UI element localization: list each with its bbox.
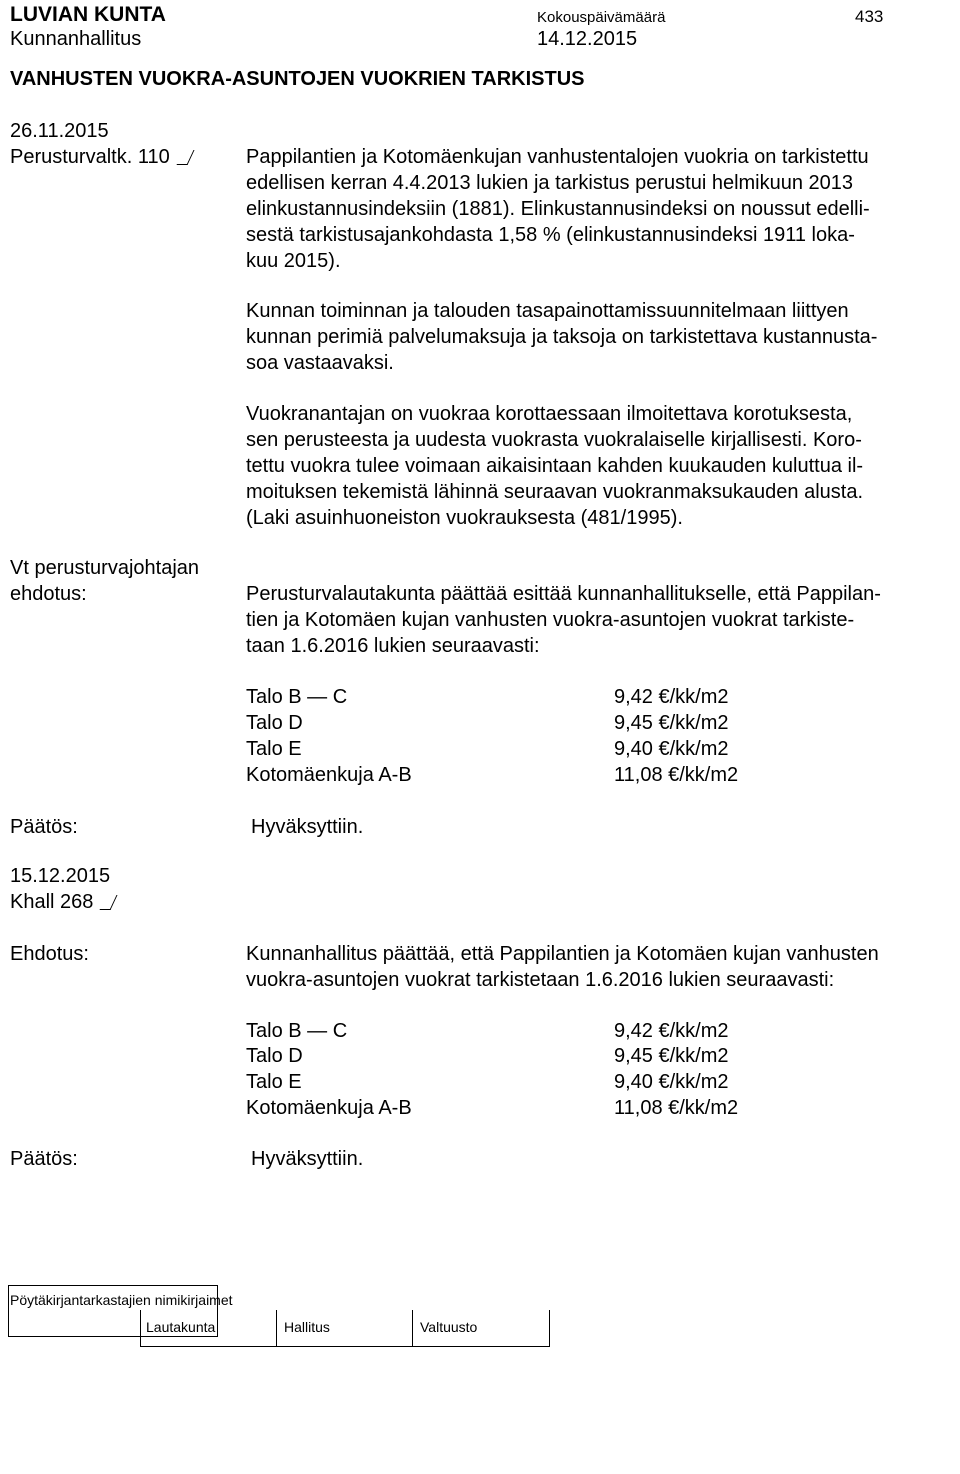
signature-col-lautakunta: Lautakunta (146, 1319, 216, 1335)
rent-name: Talo B — C (246, 686, 348, 708)
section2-decision: Hyväksyttiin. (251, 1148, 364, 1170)
document-title: VANHUSTEN VUOKRA-ASUNTOJEN VUOKRIEN TARKISTUS (10, 68, 585, 90)
page-number: 433 (855, 7, 884, 26)
text-line: moituksen tekemistä lähinnä seuraavan vuokranmaksukauden alusta. (246, 481, 864, 503)
section2-ref (10, 889, 114, 915)
paragraph-policy (246, 298, 936, 376)
rent-value: 9,40 €/kk/m2 (614, 738, 729, 760)
section2-proposal-label: Ehdotus: (10, 943, 89, 965)
signature-col-valtuusto: Valtuusto (420, 1319, 478, 1335)
rent-value: 11,08 €/kk/m2 (614, 764, 739, 786)
text-line: tettu vuokra tulee voimaan aikaisintaan kahden kuukauden kuluttua il- (246, 455, 864, 477)
rent-value: 9,42 €/kk/m2 (614, 686, 729, 708)
section1-date: 26.11.2015 (10, 120, 109, 142)
organization-name: LUVIAN KUNTA (10, 3, 166, 26)
text-line: kunnan perimiä palvelumaksuja ja taksoja on tarkistettava kustannusta- (246, 326, 878, 348)
text-line: (Laki asuinhuoneiston vuokrauksesta (481/1995). (246, 507, 683, 529)
proposal-label-line1: Vt perusturvajohtajan (10, 557, 200, 579)
text-line: vuokra-asuntojen vuokrat tarkistetaan 1.6.2016 lukien seuraavasti: (246, 969, 835, 991)
paragraph-law (246, 401, 936, 531)
text-line: sen perusteesta ja uudesta vuokrasta vuokralaiselle kirjallisesti. Koro- (246, 429, 862, 451)
text-line: sestä tarkistusajankohdasta 1,58 % (elinkustannusindeksi 1911 loka- (246, 224, 855, 246)
text-line: Vuokranantajan on vuokraa korottaessaan ilmoitettava korotuksesta, (246, 403, 853, 425)
text-line: soa vastaavaksi. (246, 352, 394, 374)
text-line: kuu 2015). (246, 250, 341, 272)
meeting-date: 14.12.2015 (537, 28, 638, 50)
section2-date: 15.12.2015 (10, 865, 111, 887)
section1-ref (10, 144, 191, 170)
text-line: Pappilantien ja Kotomäenkujan vanhustentalojen vuokria on tarkistettu (246, 146, 869, 168)
rent-name: Talo D (246, 1045, 303, 1067)
proposal-label-line2: ehdotus: (10, 583, 87, 605)
text-line: edellisen kerran 4.4.2013 lukien ja tarkistus perustui helmikuun 2013 (246, 172, 854, 194)
meeting-date-label: Kokouspäivämäärä (537, 9, 666, 26)
text-line: tien ja Kotomäen kujan vanhusten vuokra-asuntojen vuokrat tarkiste- (246, 609, 855, 631)
section1-proposal (246, 581, 936, 659)
rent-value: 9,42 €/kk/m2 (614, 1020, 729, 1042)
section2-decision-label: Päätös: (10, 1148, 78, 1170)
paragraph-background (246, 144, 936, 274)
rent-value: 11,08 €/kk/m2 (614, 1097, 739, 1119)
text-line: elinkustannusindeksiin (1881). Elinkustannusindeksi on noussut edelli- (246, 198, 870, 220)
text-line: taan 1.6.2016 lukien seuraavasti: (246, 635, 540, 657)
body-name: Kunnanhallitus (10, 28, 142, 50)
rent-name: Talo D (246, 712, 303, 734)
reference-hook-icon (176, 150, 194, 165)
rent-value: 9,40 €/kk/m2 (614, 1071, 729, 1093)
text-line: Kunnanhallitus päättää, että Pappilantien ja Kotomäen kujan vanhusten (246, 943, 879, 965)
section1-decision: Hyväksyttiin. (251, 816, 364, 838)
rent-name: Kotomäenkuja A-B (246, 764, 412, 786)
signature-title: Pöytäkirjantarkastajien nimikirjaimet (10, 1292, 233, 1308)
section2-proposal (246, 941, 936, 993)
rent-name: Talo E (246, 1071, 302, 1093)
rent-name: Kotomäenkuja A-B (246, 1097, 412, 1119)
text-line: Kunnan toiminnan ja talouden tasapainottamissuunnitelmaan liittyen (246, 300, 849, 322)
signature-col-hallitus: Hallitus (284, 1319, 330, 1335)
rent-name: Talo E (246, 738, 302, 760)
section1-decision-label: Päätös: (10, 816, 78, 838)
reference-hook-icon (100, 895, 118, 910)
section1-ref-text: Perusturvaltk. 110 (10, 146, 170, 168)
rent-value: 9,45 €/kk/m2 (614, 1045, 729, 1067)
section2-ref-text: Khall 268 (10, 891, 94, 913)
rent-value: 9,45 €/kk/m2 (614, 712, 729, 734)
rent-name: Talo B — C (246, 1020, 348, 1042)
text-line: Perusturvalautakunta päättää esittää kunnanhallitukselle, että Pappilan- (246, 583, 881, 605)
